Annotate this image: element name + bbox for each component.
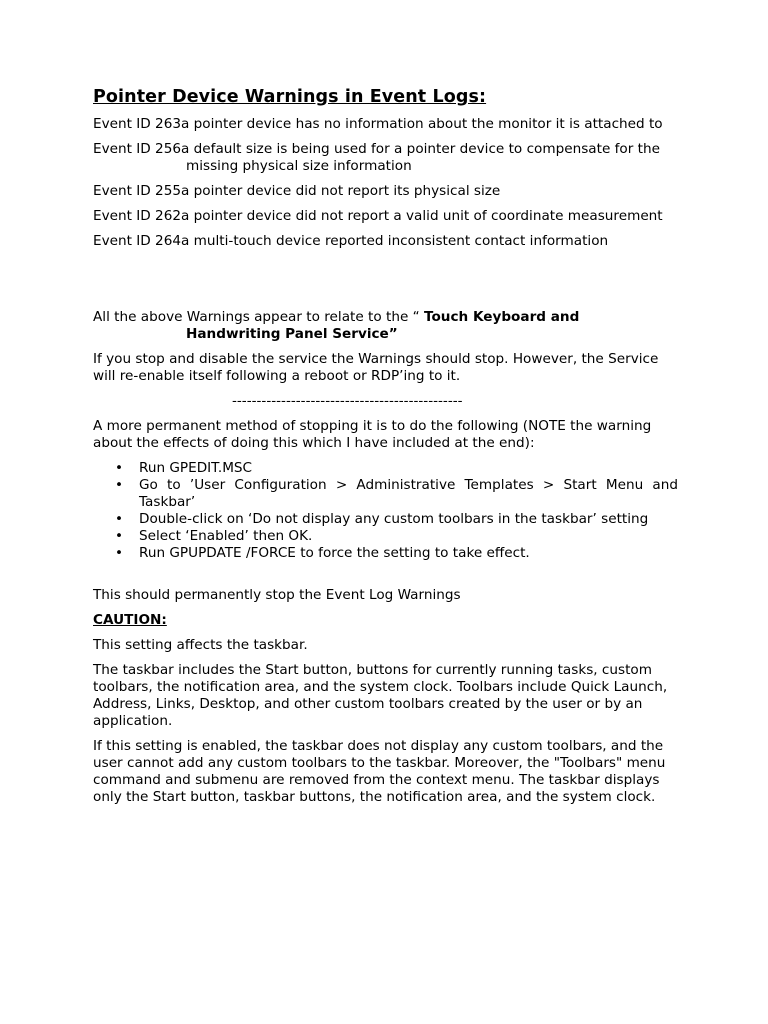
event-256 xyxy=(93,141,678,175)
spacer xyxy=(93,570,678,587)
caution-paragraph: If this setting is enabled, the taskbar does not display any custom toolbars, and the user cannot add any custom toolbars to the taskbar. Moreover, the "Toolbars" menu command and submenu are removed from the context menu. The taskbar displays only the Start button, taskbar buttons, the notification area, and the system clock. xyxy=(93,738,666,805)
event-description: a multi-touch device reported inconsistent contact information xyxy=(181,233,609,249)
caution-heading: CAUTION: xyxy=(93,612,167,628)
relate-paragraph xyxy=(93,309,678,343)
permanent-intro: A more permanent method of stopping it is to do the following (NOTE the warning about the effects of doing this which I have included at the end): xyxy=(93,418,652,451)
permanent-result: This should permanently stop the Event Log Warnings xyxy=(93,587,461,603)
caution-paragraph: The taskbar includes the Start button, buttons for currently running tasks, custom toolbars, the notification area, and the system clock. Toolbars include Quick Launch, Address, Links, Desktop, and other custom toolbars created by the user or by an application. xyxy=(93,662,668,729)
event-description: a default size is being used for a pointer device to compensate for the missing physical size information xyxy=(181,141,660,174)
spacer xyxy=(93,258,678,309)
separator-line: ----------------------------------------------- xyxy=(232,393,463,409)
event-description: a pointer device did not report a valid unit of coordinate measurement xyxy=(181,208,663,224)
list-item: • Double-click on ‘Do not display any custom toolbars in the taskbar’ setting xyxy=(139,511,678,528)
event-id: Event ID 255 xyxy=(93,183,182,199)
event-id: Event ID 256 xyxy=(93,141,182,157)
stop-paragraph: If you stop and disable the service the Warnings should stop. However, the Service will re-enable itself following a reboot or RDP’ing to it. xyxy=(93,351,659,384)
service-name: Touch Keyboard and Handwriting Panel Service” xyxy=(186,309,580,342)
page-title: Pointer Device Warnings in Event Logs: xyxy=(93,87,487,107)
list-item: • Select ‘Enabled’ then OK. xyxy=(139,528,678,545)
list-item: • Run GPUPDATE /FORCE to force the setting to take effect. xyxy=(139,545,678,562)
event-262 xyxy=(93,208,678,225)
event-id: Event ID 262 xyxy=(93,208,182,224)
event-description: a pointer device has no information about the monitor it is attached to xyxy=(181,116,663,132)
event-description: a pointer device did not report its physical size xyxy=(181,183,501,199)
caution-paragraph: This setting affects the taskbar. xyxy=(93,637,308,653)
relate-prefix: All the above Warnings appear to relate to the “ xyxy=(93,309,424,325)
list-item: • Go to ’User Configuration > Administrative Templates > Start Menu and Taskbar’ xyxy=(139,477,678,511)
steps-list xyxy=(93,460,678,562)
event-264 xyxy=(93,233,678,250)
event-id: Event ID 263 xyxy=(93,116,182,132)
event-263 xyxy=(93,116,678,133)
list-item: • Run GPEDIT.MSC xyxy=(139,460,678,477)
event-255 xyxy=(93,183,678,200)
event-id: Event ID 264 xyxy=(93,233,182,249)
document-body xyxy=(93,86,678,814)
